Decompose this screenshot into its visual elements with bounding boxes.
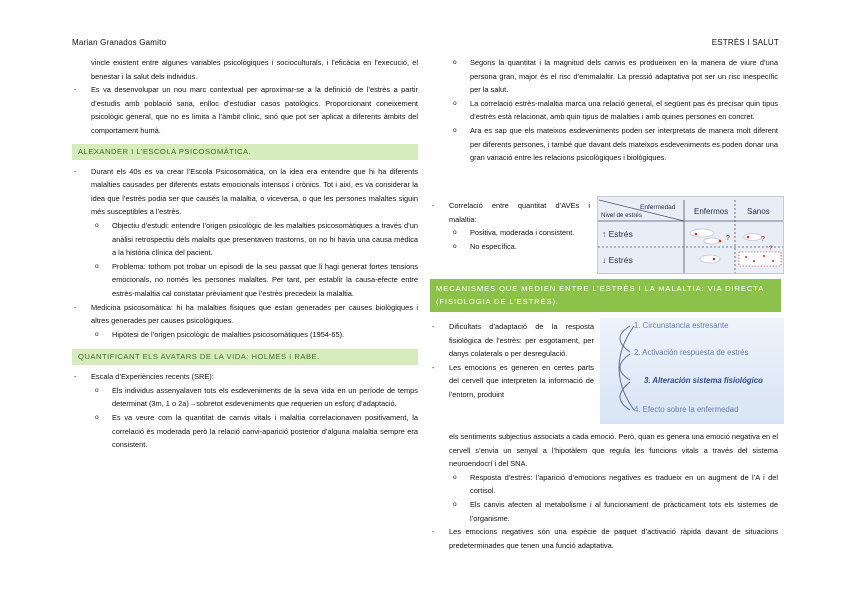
cell-blob-1 — [690, 229, 714, 237]
arrow-step1-step4 — [619, 326, 634, 410]
pathway-step-3: 3. Alteración sistema fisiológico — [644, 376, 763, 385]
sre-scale-bullet: - Escala d’Experiències recents (SRE): — [72, 370, 418, 384]
changes-risk-item: o Segons la quantitat i la magnitud dels canvis es produeixen en la manera de viure d’una persona gran, major és el risc d’emmalaltir. La pressió adaptativa pot ser un risc inespecífic per la salut. — [430, 56, 778, 97]
sre-individuals-item: o Els individus assenyalaven tots els esdeveniments de la seva vida en un període de temps determinat (3m, 1 o 2a)→sobretot esdeveniments que requerien un esforç d’adaptació. — [72, 384, 418, 411]
positive-moderate-item: o Positiva, moderada i consistent. — [430, 226, 590, 240]
col-enfermos-label: Enfermos — [694, 207, 729, 216]
problem-item: o Problema: tothom pot trobar un episodi de la seu passat que li hagi generat fortes tensions emocionals, no només les persones malaltes. Per tant, per establir la causa-efecte entre estrès-malaltia cal constatar prèviament que l’estrès precedeix la malaltia. — [72, 260, 418, 301]
intro-bullet: - Es va desenvolupar un nou marc contextual per aproximar-se a la definició de l’estrès a partir d’estudis amb població sana, enlloc d’estudiar casos patològics. Proporcionant coneixement psicològic general, que no es limita a l’àmbit clínic, sinó que pot ser aplicat a diferents àmbits del comportament humà. — [72, 83, 418, 137]
cell-blob-2 — [704, 238, 720, 244]
cell-dot-5 — [745, 256, 747, 258]
arrow-step2-step3 — [620, 354, 630, 380]
cell-blob-3 — [700, 255, 720, 263]
arrow-step1-step2 — [620, 326, 630, 352]
section-title-alexander: ALEXANDER I L’ESCOLA PSICOSOMÀTICA. — [72, 144, 418, 160]
col-sanos-label: Sanos — [747, 207, 770, 216]
aves-correlation-block — [430, 199, 590, 253]
correlation-next-step-item: o La correlació estrès-malaltia marca una relació general, el següent pas és precisar quin tipus d’estrès està relacionat, amb quin tipus de malalties i amb quines persones en concret. — [430, 97, 778, 124]
question-mark-1: ? — [726, 235, 730, 242]
adaptation-difficulties-bullet: - Dificultats d’adaptació de la resposta fisiològica de l’estrès: per esgotament, per danys colaterals o per desregulació. — [430, 320, 594, 361]
section-title-holmes-rahe: QUANTIFICANT ELS AVATARS DE LA VIDA: HOLMES I RABE. — [72, 349, 418, 365]
pathway-step-2: 2. Activación respuesta de estrés — [634, 348, 749, 357]
row-low-stress-label: ↓ Estrés — [602, 255, 633, 265]
pathway-step-4: 4. Efecto sobre la enfermedad — [634, 405, 739, 414]
metabolism-item: o Els canvis afecten al metabolisme i al funcionament de pràcticament tots els sistemes de l’organisme. — [430, 498, 778, 525]
section-title-mechanisms: MECANISMES QUE MEDIEN ENTRE L’ESTRÈS I LA MALALTIA: VIA DIRECTA (FISIOLOGIA DE L’ESTRÈS). — [430, 279, 781, 312]
aves-correlation-bullet: - Correlació entre quantitat d’AVEs i malaltia: — [430, 199, 590, 226]
stress-illness-table-figure — [597, 196, 784, 274]
non-specific-item: o No específica. — [430, 240, 590, 254]
emotions-generated-bullet: - Les emocions es generen en certes parts del cervell que interpreten la informació de l’entorn, produint — [430, 361, 594, 402]
header-title: ESTRÈS I SALUT — [711, 38, 779, 47]
right-column-top — [430, 56, 778, 165]
emotions-continuation: els sentiments subjectius associats a cada emoció. Però, quan es genera una emoció negativa en el cervell s’envia un senyal a l’hipotàlem que regula les funcions vitals a través del sistema neuroendocrí i del SNA. — [449, 432, 778, 469]
interpretation-item: o Ara es sap que els mateixos esdeveniments poden ser interpretats de manera molt diferent per diferents persones, i també que davant dels mateixos esdeveniments es poden donar una gran variació entre les relacions psicològiques i biològiques. — [430, 124, 778, 165]
column-header-label: Enfermedad — [640, 204, 676, 211]
pathway-step-1: 1. Circunstancia estresante — [634, 321, 729, 330]
cell-dot-3 — [713, 258, 716, 261]
row-header-label: Nivel de estrés — [601, 212, 642, 219]
adaptation-difficulties-block — [430, 320, 594, 402]
sre-correlation-item: o Es va veure com la quantitat de canvis vitals i malaltia correlacionaven positivament, la correlació és moderada però la relació canvi-aparició posterior d’alguna malaltia sempre era consistent. — [72, 411, 418, 452]
cell-dot-4 — [747, 236, 750, 239]
header-author: Marian Granados Gamito — [72, 38, 167, 47]
question-mark-3: ? — [769, 245, 773, 252]
cell-dot-2 — [719, 240, 722, 243]
cell-dot-1 — [695, 233, 698, 236]
cell-box-low-healthy — [739, 252, 781, 266]
cell-dot-6 — [753, 260, 755, 262]
left-column — [72, 56, 418, 452]
stress-response-item: o Resposta d’estrès: l’aparició d’emocions negatives es tradueix en un augment de l’A i del cortisol. — [430, 471, 778, 498]
hypothesis-item: o Hipòtesi de l’origen psicològic de malalties psicosomàtiques (1954-65). — [72, 328, 418, 342]
study-objective-item: o Objectiu d’estudi: entendre l’origen psicològic de les malalties psicosomàtiques a través d’un anàlisi retrospectiu dels malalts que presentaven trastorns, on no hi havia una causa mèdica a la història clínica del pacient. — [72, 219, 418, 260]
negative-emotions-bullet: - Les emocions negatives són una espècie de paquet d’activació ràpida davant de situacions predeterminades que tenen una funció adaptativa. — [430, 525, 778, 552]
psychosomatic-medicine-bullet: - Medicina psicosomàtica: hi ha malalties físiques que estan generades per causes biològiques i altres generades per causes psicològiques. — [72, 301, 418, 328]
cell-dot-8 — [772, 260, 774, 262]
psychosomatic-school-bullet: - Durant els 40s es va crear l’Escola Psicosomàtica, on la idea era entendre que hi ha diferents malalties causades per diferents estats emocionals intensos i crònics. Tot i així, es va considerar la idea que l’estrès podia ser que causés la malaltia, o viceversa, o que les persones malaltes siguin més susceptibles a l’estrès. — [72, 165, 418, 219]
question-mark-2: ? — [761, 236, 765, 243]
right-column-bottom — [430, 430, 778, 552]
row-high-stress-label: ↑ Estrés — [602, 229, 633, 239]
cell-dot-7 — [763, 255, 765, 257]
intro-continuation: vincle existent entre algunes variables psicològiques i socioculturals, i l’eficàcia en l’execució, el benestar i la salut dels individus. — [91, 58, 418, 81]
stress-pathway-figure — [600, 318, 784, 424]
stress-illness-table-svg — [598, 197, 784, 274]
